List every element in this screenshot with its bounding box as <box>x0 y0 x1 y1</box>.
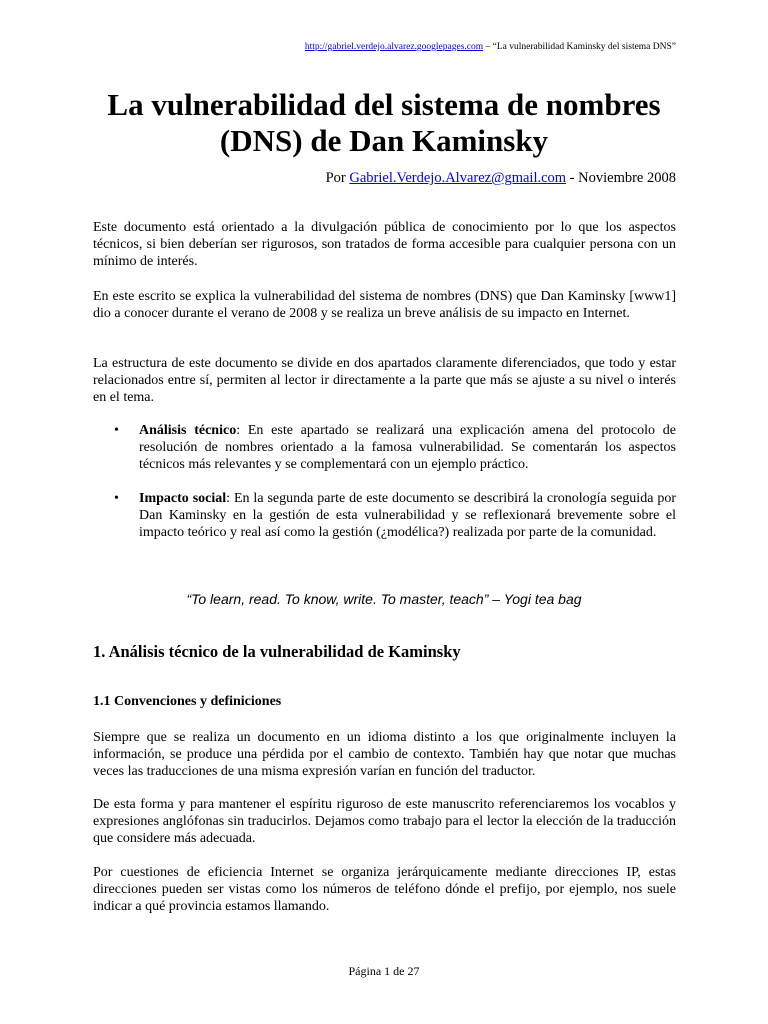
bullet-text: : En la segunda parte de este documento se describirá la cronología seguida por Dan Kaminsky en la gestión de esta vulnerabilidad y se reflexionará brevemente sobre el impacto teórico y real así como la gestión (¿modélica?) realizada por parte de la comunidad. <box>139 491 676 540</box>
epigraph-quote: “To learn, read. To know, write. To master, teach” – Yogi tea bag <box>186 591 582 607</box>
subsection-heading: 1.1 Convenciones y definiciones <box>93 694 282 709</box>
bullet-body <box>139 422 676 473</box>
bullet-item-analisis <box>114 422 676 473</box>
intro-paragraph-3: La estructura de este documento se divide en dos apartados claramente diferenciados, que todo y estar relacionados entre sí, permiten al lector ir directamente a la parte que más se ajuste a su nivel o interés en el tema. <box>93 356 676 405</box>
intro-paragraph-1: Este documento está orientado a la divulgación pública de conocimiento por lo que los aspectos técnicos, si bien deberían ser rigurosos, son tratados de forma accesible para cualquier persona con un mínimo de interés. <box>93 220 676 269</box>
bullet-label: Análisis técnico <box>139 423 237 438</box>
title-line-1: La vulnerabilidad del sistema de nombres <box>107 87 661 122</box>
bullet-marker: • <box>114 491 119 506</box>
document-title <box>60 87 708 159</box>
running-header <box>305 42 676 52</box>
homepage-link[interactable]: http://gabriel.verdejo.alvarez.googlepages.com <box>304 42 484 52</box>
title-line-2: (DNS) de Dan Kaminsky <box>219 123 549 158</box>
bullet-item-impacto <box>114 490 676 541</box>
page-number: Página 1 de 27 <box>348 964 420 978</box>
bullet-text: : En este apartado se realizará una explicación amena del protocolo de resolución de nombres orientado a la famosa vulnerabilidad. Se comentarán los aspectos técnicos más relevantes y se complementará con un ejemplo práctico. <box>139 423 676 472</box>
bullet-marker: • <box>114 423 119 438</box>
byline-date: - Noviembre 2008 <box>566 170 676 186</box>
section-paragraph-3: Por cuestiones de eficiencia Internet se organiza jerárquicamente mediante direcciones IP, estas direcciones pueden ser vistas como los números de teléfono dónde el prefijo, por ejemplo, nos suele indicar a qué provincia estamos llamando. <box>93 865 676 914</box>
header-title: “La vulnerabilidad Kaminsky del sistema DNS” <box>492 42 676 52</box>
section-paragraph-2: De esta forma y para mantener el espíritu riguroso de este manuscrito referenciaremos los vocablos y expresiones anglófonas sin traducirlos. Dejamos como trabajo para el lector la elección de la traducción que considere más adecuada. <box>93 797 676 846</box>
author-email-link[interactable]: Gabriel.Verdejo.Alvarez@gmail.com <box>349 170 567 186</box>
bullet-body <box>139 490 676 541</box>
intro-paragraph-2: En este escrito se explica la vulnerabilidad del sistema de nombres (DNS) que Dan Kaminsky [www1] dio a conocer durante el verano de 2008 y se realiza un breve análisis de su impacto en Internet. <box>93 289 676 321</box>
bullet-label: Impacto social <box>139 491 227 506</box>
byline <box>326 170 676 187</box>
section-heading: 1. Análisis técnico de la vulnerabilidad de Kaminsky <box>93 642 461 661</box>
byline-prefix: Por <box>325 170 350 186</box>
section-paragraph-1: Siempre que se realiza un documento en un idioma distinto a los que originalmente incluyen la información, se produce una pérdida por el cambio de contexto. También hay que notar que muchas veces las traducciones de una misma expresión varían en función del traductor. <box>93 730 676 779</box>
header-separator: – <box>483 42 493 52</box>
